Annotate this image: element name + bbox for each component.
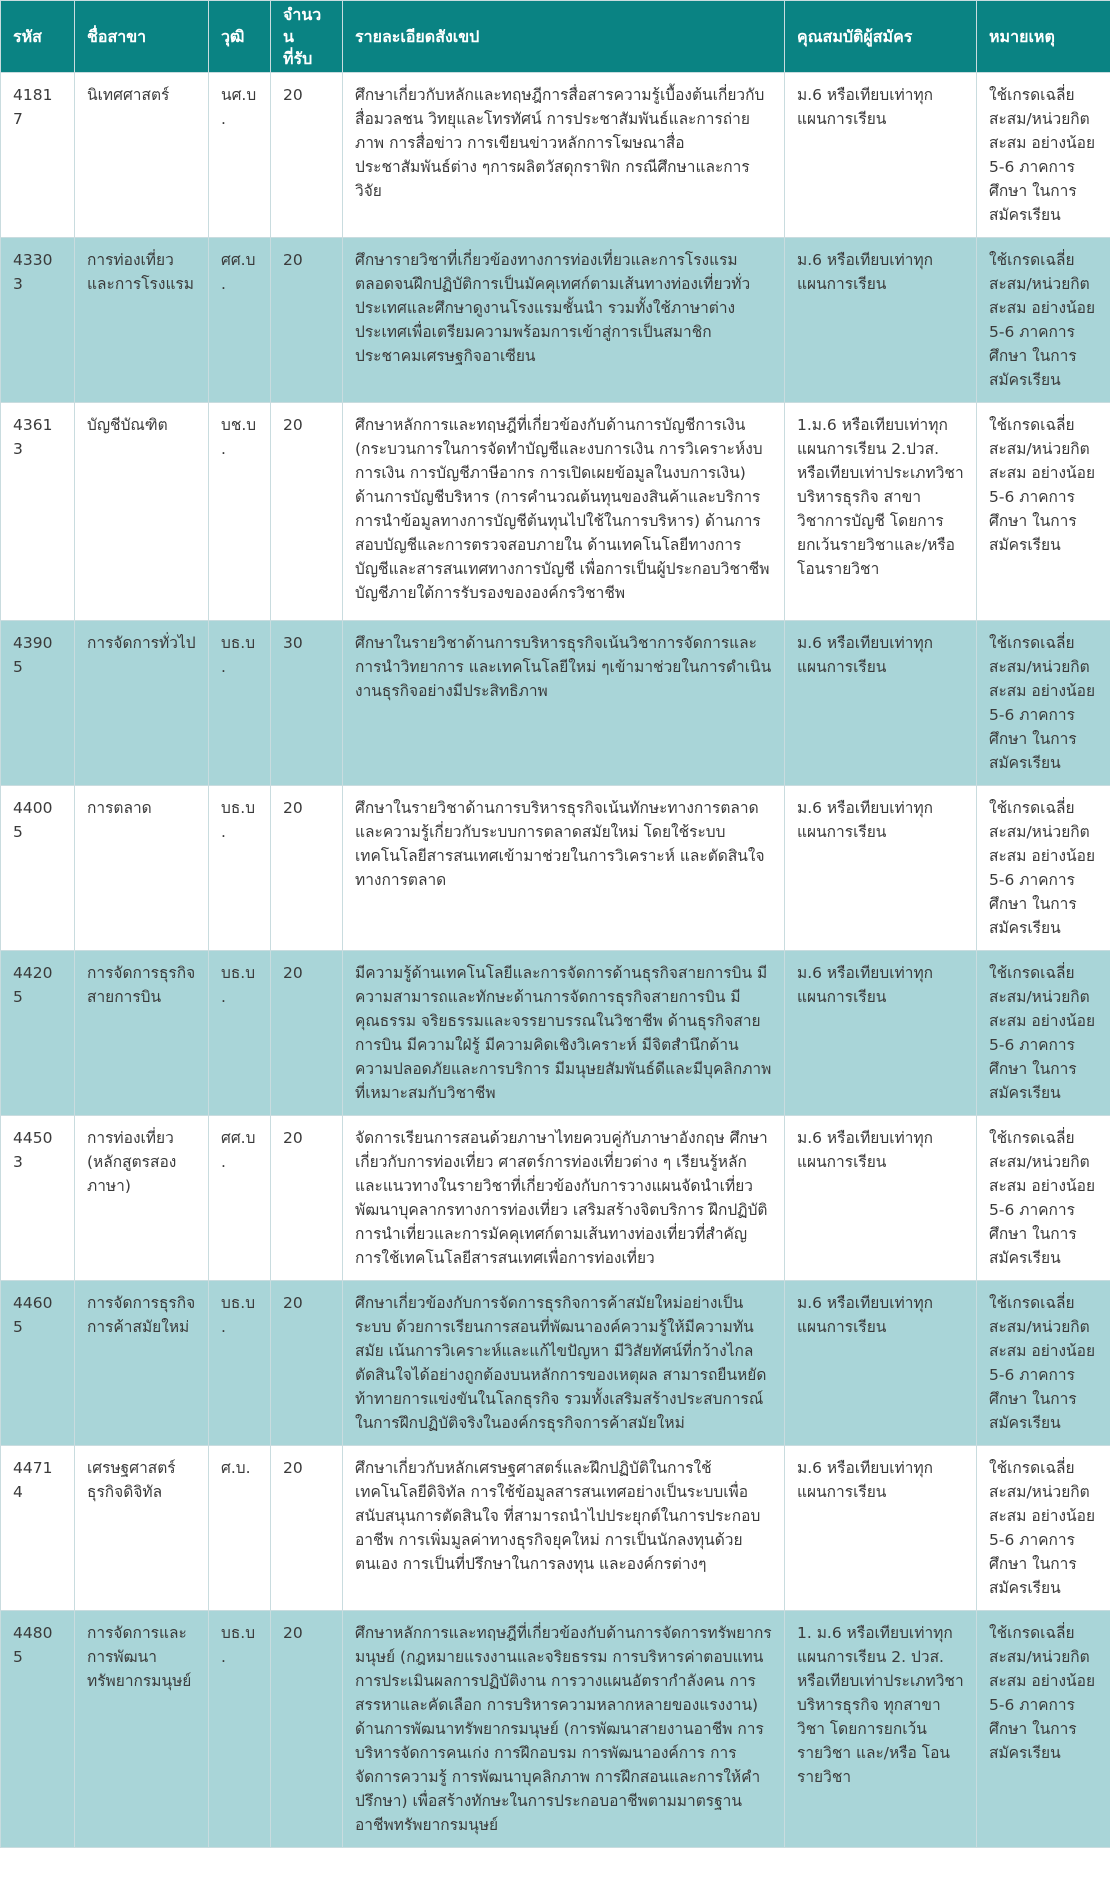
- cell-seats: 20: [271, 786, 343, 951]
- cell-remark: ใช้เกรดเฉลี่ยสะสม/หน่วยกิตสะสม อย่างน้อย 5-6 ภาคการศึกษา ในการสมัครเรียน: [977, 1116, 1110, 1281]
- table-row: [1, 786, 1110, 951]
- cell-code: 43905: [1, 621, 75, 786]
- cell-seats: 20: [271, 1116, 343, 1281]
- cell-remark: ใช้เกรดเฉลี่ยสะสม/หน่วยกิตสะสม อย่างน้อย 5-6 ภาคการศึกษา ในการสมัครเรียน: [977, 951, 1110, 1116]
- cell-code: 44805: [1, 1611, 75, 1848]
- cell-major: การตลาด: [75, 786, 209, 951]
- cell-code: 43613: [1, 403, 75, 621]
- cell-qualification: 1. ม.6 หรือเทียบเท่าทุกแผนการเรียน 2. ปวส. หรือเทียบเท่าประเภทวิชาบริหารธุรกิจ ทุกสาขาวิชา โดยการยกเว้นรายวิชา และ/หรือ โอนรายวิชา: [785, 1611, 977, 1848]
- header-seats-line2: ที่รับ: [283, 48, 313, 68]
- cell-seats: 20: [271, 403, 343, 621]
- cell-qualification: ม.6 หรือเทียบเท่าทุกแผนการเรียน: [785, 1116, 977, 1281]
- cell-remark: ใช้เกรดเฉลี่ยสะสม/หน่วยกิตสะสม อย่างน้อย 5-6 ภาคการศึกษา ในการสมัครเรียน: [977, 621, 1110, 786]
- table-row: [1, 1446, 1110, 1611]
- cell-major: การท่องเที่ยว (หลักสูตรสองภาษา): [75, 1116, 209, 1281]
- cell-major: การท่องเที่ยวและการโรงแรม: [75, 238, 209, 403]
- cell-seats: 20: [271, 73, 343, 238]
- cell-description: ศึกษาหลักการและทฤษฎีที่เกี่ยวข้องกับด้านการบัญชีการเงิน (กระบวนการในการจัดทำบัญชีและงบการเงิน การวิเคราะห์งบการเงิน การบัญชีภาษีอากร การเปิดเผยข้อมูลในงบการเงิน) ด้านการบัญชีบริหาร (การคำนวณต้นทุนของสินค้าและบริการ การนำข้อมูลทางการบัญชีต้นทุนไปใช้ในการบริหาร) ด้านการสอบบัญชีและการตรวจสอบภายใน ด้านเทคโนโลยีทางการบัญชีและสารสนเทศทางการบัญชี เพื่อการเป็นผู้ประกอบวิชาชีพบัญชีภายใต้การรับรองขององค์กรวิชาชีพ: [343, 403, 785, 621]
- cell-degree: ศ.บ.: [209, 1446, 271, 1611]
- cell-description: ศึกษาหลักการและทฤษฎีที่เกี่ยวข้องกับด้านการจัดการทรัพยากรมนุษย์ (กฎหมายแรงงานและจริยธรรม การบริหารค่าตอบแทน การประเมินผลการปฏิบัติงาน การวางแผนอัตรากำลังคน การสรรหาและคัดเลือก การบริหารความหลากหลายของแรงงาน) ด้านการพัฒนาทรัพยากรมนุษย์ (การพัฒนาสายงานอาชีพ การบริหารจัดการคนเก่ง การฝึกอบรม การพัฒนาองค์การ การจัดการความรู้ การพัฒนาบุคลิกภาพ การฝึกสอนและการให้คำปรึกษา) เพื่อสร้างทักษะในการประกอบอาชีพตามมาตรฐานอาชีพทรัพยากรมนุษย์: [343, 1611, 785, 1848]
- cell-major: การจัดการทั่วไป: [75, 621, 209, 786]
- header-qualification: คุณสมบัติผู้สมัคร: [785, 1, 977, 73]
- header-remark: หมายเหตุ: [977, 1, 1110, 73]
- cell-qualification: ม.6 หรือเทียบเท่าทุกแผนการเรียน: [785, 1281, 977, 1446]
- header-description: รายละเอียดสังเขป: [343, 1, 785, 73]
- cell-major: การจัดการธุรกิจสายการบิน: [75, 951, 209, 1116]
- cell-qualification: 1.ม.6 หรือเทียบเท่าทุกแผนการเรียน 2.ปวส. หรือเทียบเท่าประเภทวิชาบริหารธุรกิจ สาขาวิชาการบัญชี โดยการยกเว้นรายวิชาและ/หรือโอนรายวิชา: [785, 403, 977, 621]
- header-degree: วุฒิ: [209, 1, 271, 73]
- cell-seats: 20: [271, 1281, 343, 1446]
- cell-degree: บธ.บ.: [209, 1281, 271, 1446]
- header-major: ชื่อสาขา: [75, 1, 209, 73]
- cell-degree: บธ.บ.: [209, 1611, 271, 1848]
- cell-degree: บช.บ.: [209, 403, 271, 621]
- table-row: [1, 621, 1110, 786]
- cell-seats: 30: [271, 621, 343, 786]
- cell-major: การจัดการและการพัฒนาทรัพยากรมนุษย์: [75, 1611, 209, 1848]
- cell-degree: ศศ.บ.: [209, 1116, 271, 1281]
- cell-remark: ใช้เกรดเฉลี่ยสะสม/หน่วยกิตสะสม อย่างน้อย 5-6 ภาคการศึกษา ในการสมัครเรียน: [977, 403, 1110, 621]
- table-row: [1, 73, 1110, 238]
- header-seats-line1: จำนวน: [283, 4, 322, 46]
- cell-code: 44714: [1, 1446, 75, 1611]
- header-code: รหัส: [1, 1, 75, 73]
- table-row: [1, 1116, 1110, 1281]
- cell-remark: ใช้เกรดเฉลี่ยสะสม/หน่วยกิตสะสม อย่างน้อย 5-6 ภาคการศึกษา ในการสมัครเรียน: [977, 1281, 1110, 1446]
- cell-qualification: ม.6 หรือเทียบเท่าทุกแผนการเรียน: [785, 621, 977, 786]
- cell-description: ศึกษารายวิชาที่เกี่ยวข้องทางการท่องเที่ยวและการโรงแรม ตลอดจนฝึกปฏิบัติการเป็นมัคคุเทศก์ตามเส้นทางท่องเที่ยวทั่วประเทศและศึกษาดูงานโรงแรมชั้นนำ รวมทั้งใช้ภาษาต่างประเทศเพื่อเตรียมความพร้อมการเข้าสู่การเป็นสมาชิกประชาคมเศรษฐกิจอาเซียน: [343, 238, 785, 403]
- cell-description: ศึกษาเกี่ยวกับหลักเศรษฐศาสตร์และฝึกปฏิบัติในการใช้เทคโนโลยีดิจิทัล การใช้ข้อมูลสารสนเทศอย่างเป็นระบบเพื่อสนับสนุนการตัดสินใจ ที่สามารถนำไปประยุกต์ในการประกอบอาชีพ การเพิ่มมูลค่าทางธุรกิจยุคใหม่ การเป็นนักลงทุนด้วยตนเอง การเป็นที่ปรึกษาในการลงทุน และองค์กรต่างๆ: [343, 1446, 785, 1611]
- cell-code: 44005: [1, 786, 75, 951]
- cell-seats: 20: [271, 238, 343, 403]
- cell-seats: 20: [271, 951, 343, 1116]
- cell-description: จัดการเรียนการสอนด้วยภาษาไทยควบคู่กับภาษาอังกฤษ ศึกษาเกี่ยวกับการท่องเที่ยว ศาสตร์การท่องเที่ยวต่าง ๆ เรียนรู้หลักและแนวทางในรายวิชาที่เกี่ยวข้องกับการวางแผนจัดนำเที่ยว พัฒนาบุคลากรทางการท่องเที่ยว เสริมสร้างจิตบริการ ฝึกปฏิบัติการนำเที่ยวและการมัคคุเทศก์ตามเส้นทางท่องเที่ยวที่สำคัญ การใช้เทคโนโลยีสารสนเทศเพื่อการท่องเที่ยว: [343, 1116, 785, 1281]
- header-seats: [271, 1, 343, 73]
- cell-remark: ใช้เกรดเฉลี่ยสะสม/หน่วยกิตสะสม อย่างน้อย 5-6 ภาคการศึกษา ในการสมัครเรียน: [977, 73, 1110, 238]
- table-row: [1, 951, 1110, 1116]
- table-row: [1, 238, 1110, 403]
- cell-code: 43303: [1, 238, 75, 403]
- table-row: [1, 1611, 1110, 1848]
- cell-remark: ใช้เกรดเฉลี่ยสะสม/หน่วยกิตสะสม อย่างน้อย 5-6 ภาคการศึกษา ในการสมัครเรียน: [977, 786, 1110, 951]
- cell-major: บัญชีบัณฑิต: [75, 403, 209, 621]
- cell-qualification: ม.6 หรือเทียบเท่าทุกแผนการเรียน: [785, 1446, 977, 1611]
- cell-remark: ใช้เกรดเฉลี่ยสะสม/หน่วยกิตสะสม อย่างน้อย 5-6 ภาคการศึกษา ในการสมัครเรียน: [977, 1446, 1110, 1611]
- cell-code: 44205: [1, 951, 75, 1116]
- cell-description: ศึกษาเกี่ยวข้องกับการจัดการธุรกิจการค้าสมัยใหม่อย่างเป็นระบบ ด้วยการเรียนการสอนที่พัฒนาองค์ความรู้ให้มีความทันสมัย เน้นการวิเคราะห์และแก้ไขปัญหา มีวิสัยทัศน์ที่กว้างไกล ตัดสินใจได้อย่างถูกต้องบนหลักการของเหตุผล สามารถยืนหยัดท้าทายการแข่งขันในโลกธุรกิจ รวมทั้งเสริมสร้างประสบการณ์ในการฝึกปฏิบัติจริงในองค์กรธุรกิจการค้าสมัยใหม่: [343, 1281, 785, 1446]
- cell-qualification: ม.6 หรือเทียบเท่าทุกแผนการเรียน: [785, 951, 977, 1116]
- table-header-row: [1, 1, 1110, 73]
- cell-major: นิเทศศาสตร์: [75, 73, 209, 238]
- cell-code: 44503: [1, 1116, 75, 1281]
- cell-description: มีความรู้ด้านเทคโนโลยีและการจัดการด้านธุรกิจสายการบิน มีความสามารถและทักษะด้านการจัดการธุรกิจสายการบิน มีคุณธรรม จริยธรรมและจรรยาบรรณในวิชาชีพ ด้านธุรกิจสายการบิน มีความใฝ่รู้ มีความคิดเชิงวิเคราะห์ มีจิตสำนึกด้านความปลอดภัยและการบริการ มีมนุษยสัมพันธ์ดีและมีบุคลิกภาพที่เหมาะสมกับวิชาชีพ: [343, 951, 785, 1116]
- cell-degree: บธ.บ.: [209, 951, 271, 1116]
- cell-code: 41817: [1, 73, 75, 238]
- cell-description: ศึกษาในรายวิชาด้านการบริหารธุรกิจเน้นทักษะทางการตลาดและความรู้เกี่ยวกับระบบการตลาดสมัยใหม่ โดยใช้ระบบเทคโนโลยีสารสนเทศเข้ามาช่วยในการวิเคราะห์ และตัดสินใจทางการตลาด: [343, 786, 785, 951]
- cell-remark: ใช้เกรดเฉลี่ยสะสม/หน่วยกิตสะสม อย่างน้อย 5-6 ภาคการศึกษา ในการสมัครเรียน: [977, 238, 1110, 403]
- cell-qualification: ม.6 หรือเทียบเท่าทุกแผนการเรียน: [785, 73, 977, 238]
- cell-major: เศรษฐศาสตร์ธุรกิจดิจิทัล: [75, 1446, 209, 1611]
- cell-degree: บธ.บ.: [209, 621, 271, 786]
- table-row: [1, 1281, 1110, 1446]
- cell-remark: ใช้เกรดเฉลี่ยสะสม/หน่วยกิตสะสม อย่างน้อย 5-6 ภาคการศึกษา ในการสมัครเรียน: [977, 1611, 1110, 1848]
- cell-seats: 20: [271, 1611, 343, 1848]
- table-row: [1, 403, 1110, 621]
- cell-seats: 20: [271, 1446, 343, 1611]
- cell-qualification: ม.6 หรือเทียบเท่าทุกแผนการเรียน: [785, 238, 977, 403]
- cell-qualification: ม.6 หรือเทียบเท่าทุกแผนการเรียน: [785, 786, 977, 951]
- cell-degree: นศ.บ.: [209, 73, 271, 238]
- cell-description: ศึกษาเกี่ยวกับหลักและทฤษฎีการสื่อสารความรู้เบื้องต้นเกี่ยวกับสื่อมวลชน วิทยุและโทรทัศน์ การประชาสัมพันธ์และการถ่ายภาพ การสื่อข่าว การเขียนข่าวหลักการโฆษณาสื่อประชาสัมพันธ์ต่าง ๆการผลิตวัสดุกราฟิก กรณีศึกษาและการวิจัย: [343, 73, 785, 238]
- cell-code: 44605: [1, 1281, 75, 1446]
- cell-major: การจัดการธุรกิจการค้าสมัยใหม่: [75, 1281, 209, 1446]
- cell-degree: ศศ.บ.: [209, 238, 271, 403]
- cell-degree: บธ.บ.: [209, 786, 271, 951]
- cell-description: ศึกษาในรายวิชาด้านการบริหารธุรกิจเน้นวิชาการจัดการและการนำวิทยาการ และเทคโนโลยีใหม่ ๆเข้ามาช่วยในการดำเนินงานธุรกิจอย่างมีประสิทธิภาพ: [343, 621, 785, 786]
